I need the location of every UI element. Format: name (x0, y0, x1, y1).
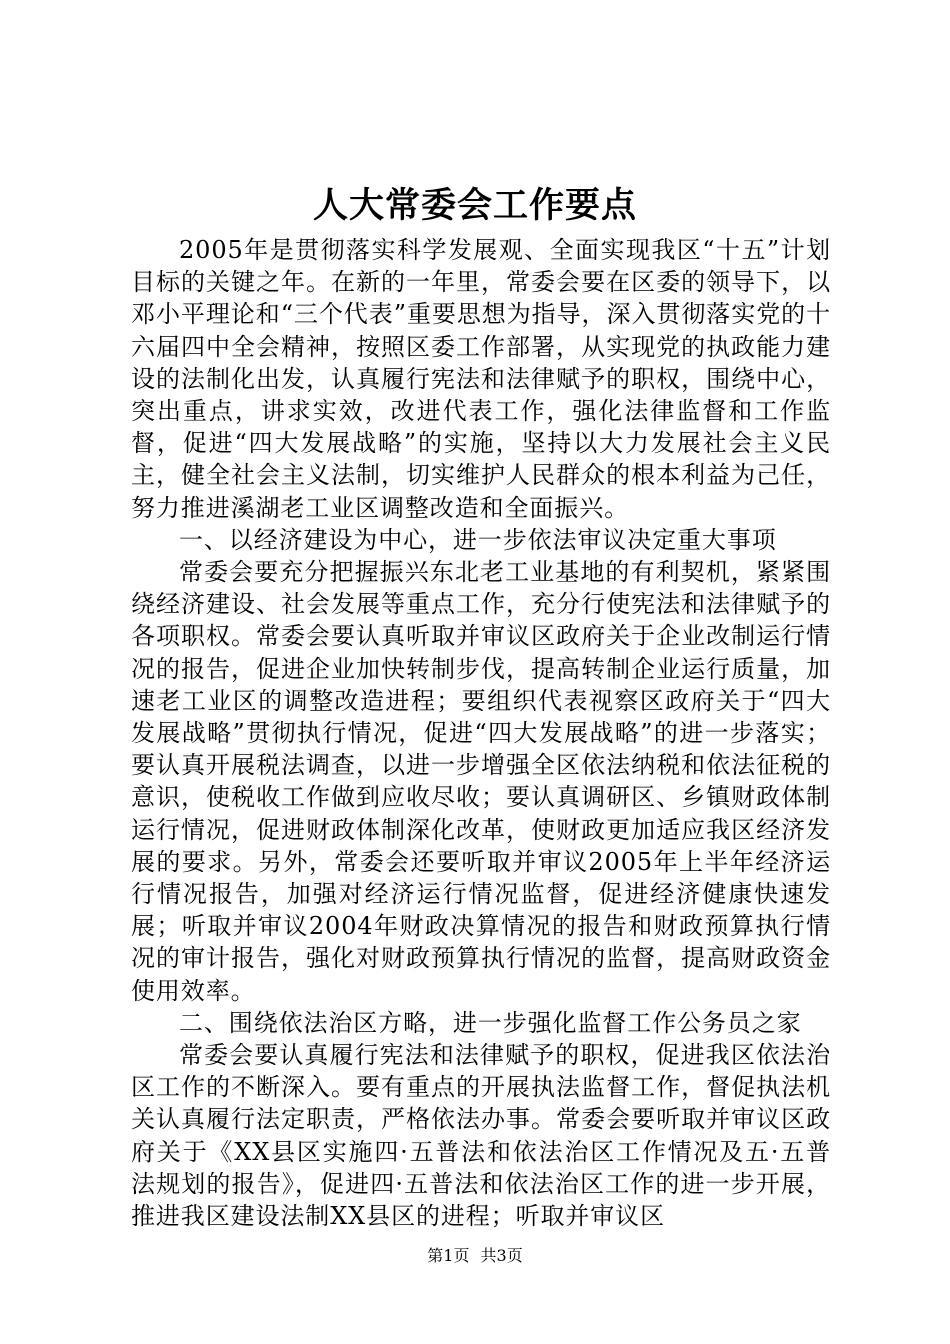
paragraph-section-1: 常委会要充分把握振兴东北老工业基地的有利契机，紧紧围绕经济建设、社会发展等重点工作，充分行使宪法和法律赋予的各项职权。常委会要认真听取并审议区政府关于企业改制运行情况的报告，促进企业加快转制步伐，提高转制企业运行质量，加速老工业区的调整改造进程；要组织代表视察区政府关于“四大发展战略”贯彻执行情况，促进“四大发展战略”的进一步落实；要认真开展税法调查，以进一步增强全区依法纳税和依法征税的意识，使税收工作做到应收尽收；要认真调研区、乡镇财政体制运行情况，促进财政体制深化改革，使财政更加适应我区经济发展的要求。另外，常委会还要听取并审议2005年上半年经济运行情况报告，加强对经济运行情况监督，促进经济健康快速发展；听取并审议2004年财政决算情况的报告和财政预算执行情况的审计报告，强化对财政预算执行情况的监督，提高财政资金使用效率。 (131, 558, 831, 1005)
section-heading-2: 二、围绕依法治区方略，进一步强化监督工作公务员之家 (179, 1008, 802, 1037)
page-total: 共3页 (480, 1246, 523, 1265)
section-heading-1: 一、以经济建设为中心，进一步依法审议决定重大事项 (179, 525, 777, 554)
document-title: 人大常委会工作要点 (312, 185, 637, 226)
document-body (131, 234, 831, 1232)
paragraph-intro: 2005年是贯彻落实科学发展观、全面实现我区“十五”计划目标的关键之年。在新的一年里，常委会要在区委的领导下，以邓小平理论和“三个代表”重要思想为指导，深入贯彻落实党的十六届四中全会精神，按照区委工作部署，从实现党的执政能力建设的法制化出发，认真履行宪法和法律赋予的职权，围绕中心，突出重点，讲求实效，改进代表工作，强化法律监督和工作监督，促进“四大发展战略”的实施，坚持以大力发展社会主义民主，健全社会主义法制，切实维护人民群众的根本利益为己任，努力推进溪湖老工业区调整改造和全面振兴。 (131, 236, 831, 522)
page-number: 第1页 (427, 1246, 470, 1265)
page-footer (0, 1245, 950, 1267)
paragraph-section-2: 常委会要认真履行宪法和法律赋予的职权，促进我区依法治区工作的不断深入。要有重点的开展执法监督工作，督促执法机关认真履行法定职责，严格依法办事。常委会要听取并审议区政府关于《XX县区实施四·五普法和依法治区工作情况及五·五普法规划的报告》，促进四·五普法和依法治区工作的进一步开展，推进我区建设法制XX县区的进程；听取并审议区 (131, 1041, 831, 1231)
